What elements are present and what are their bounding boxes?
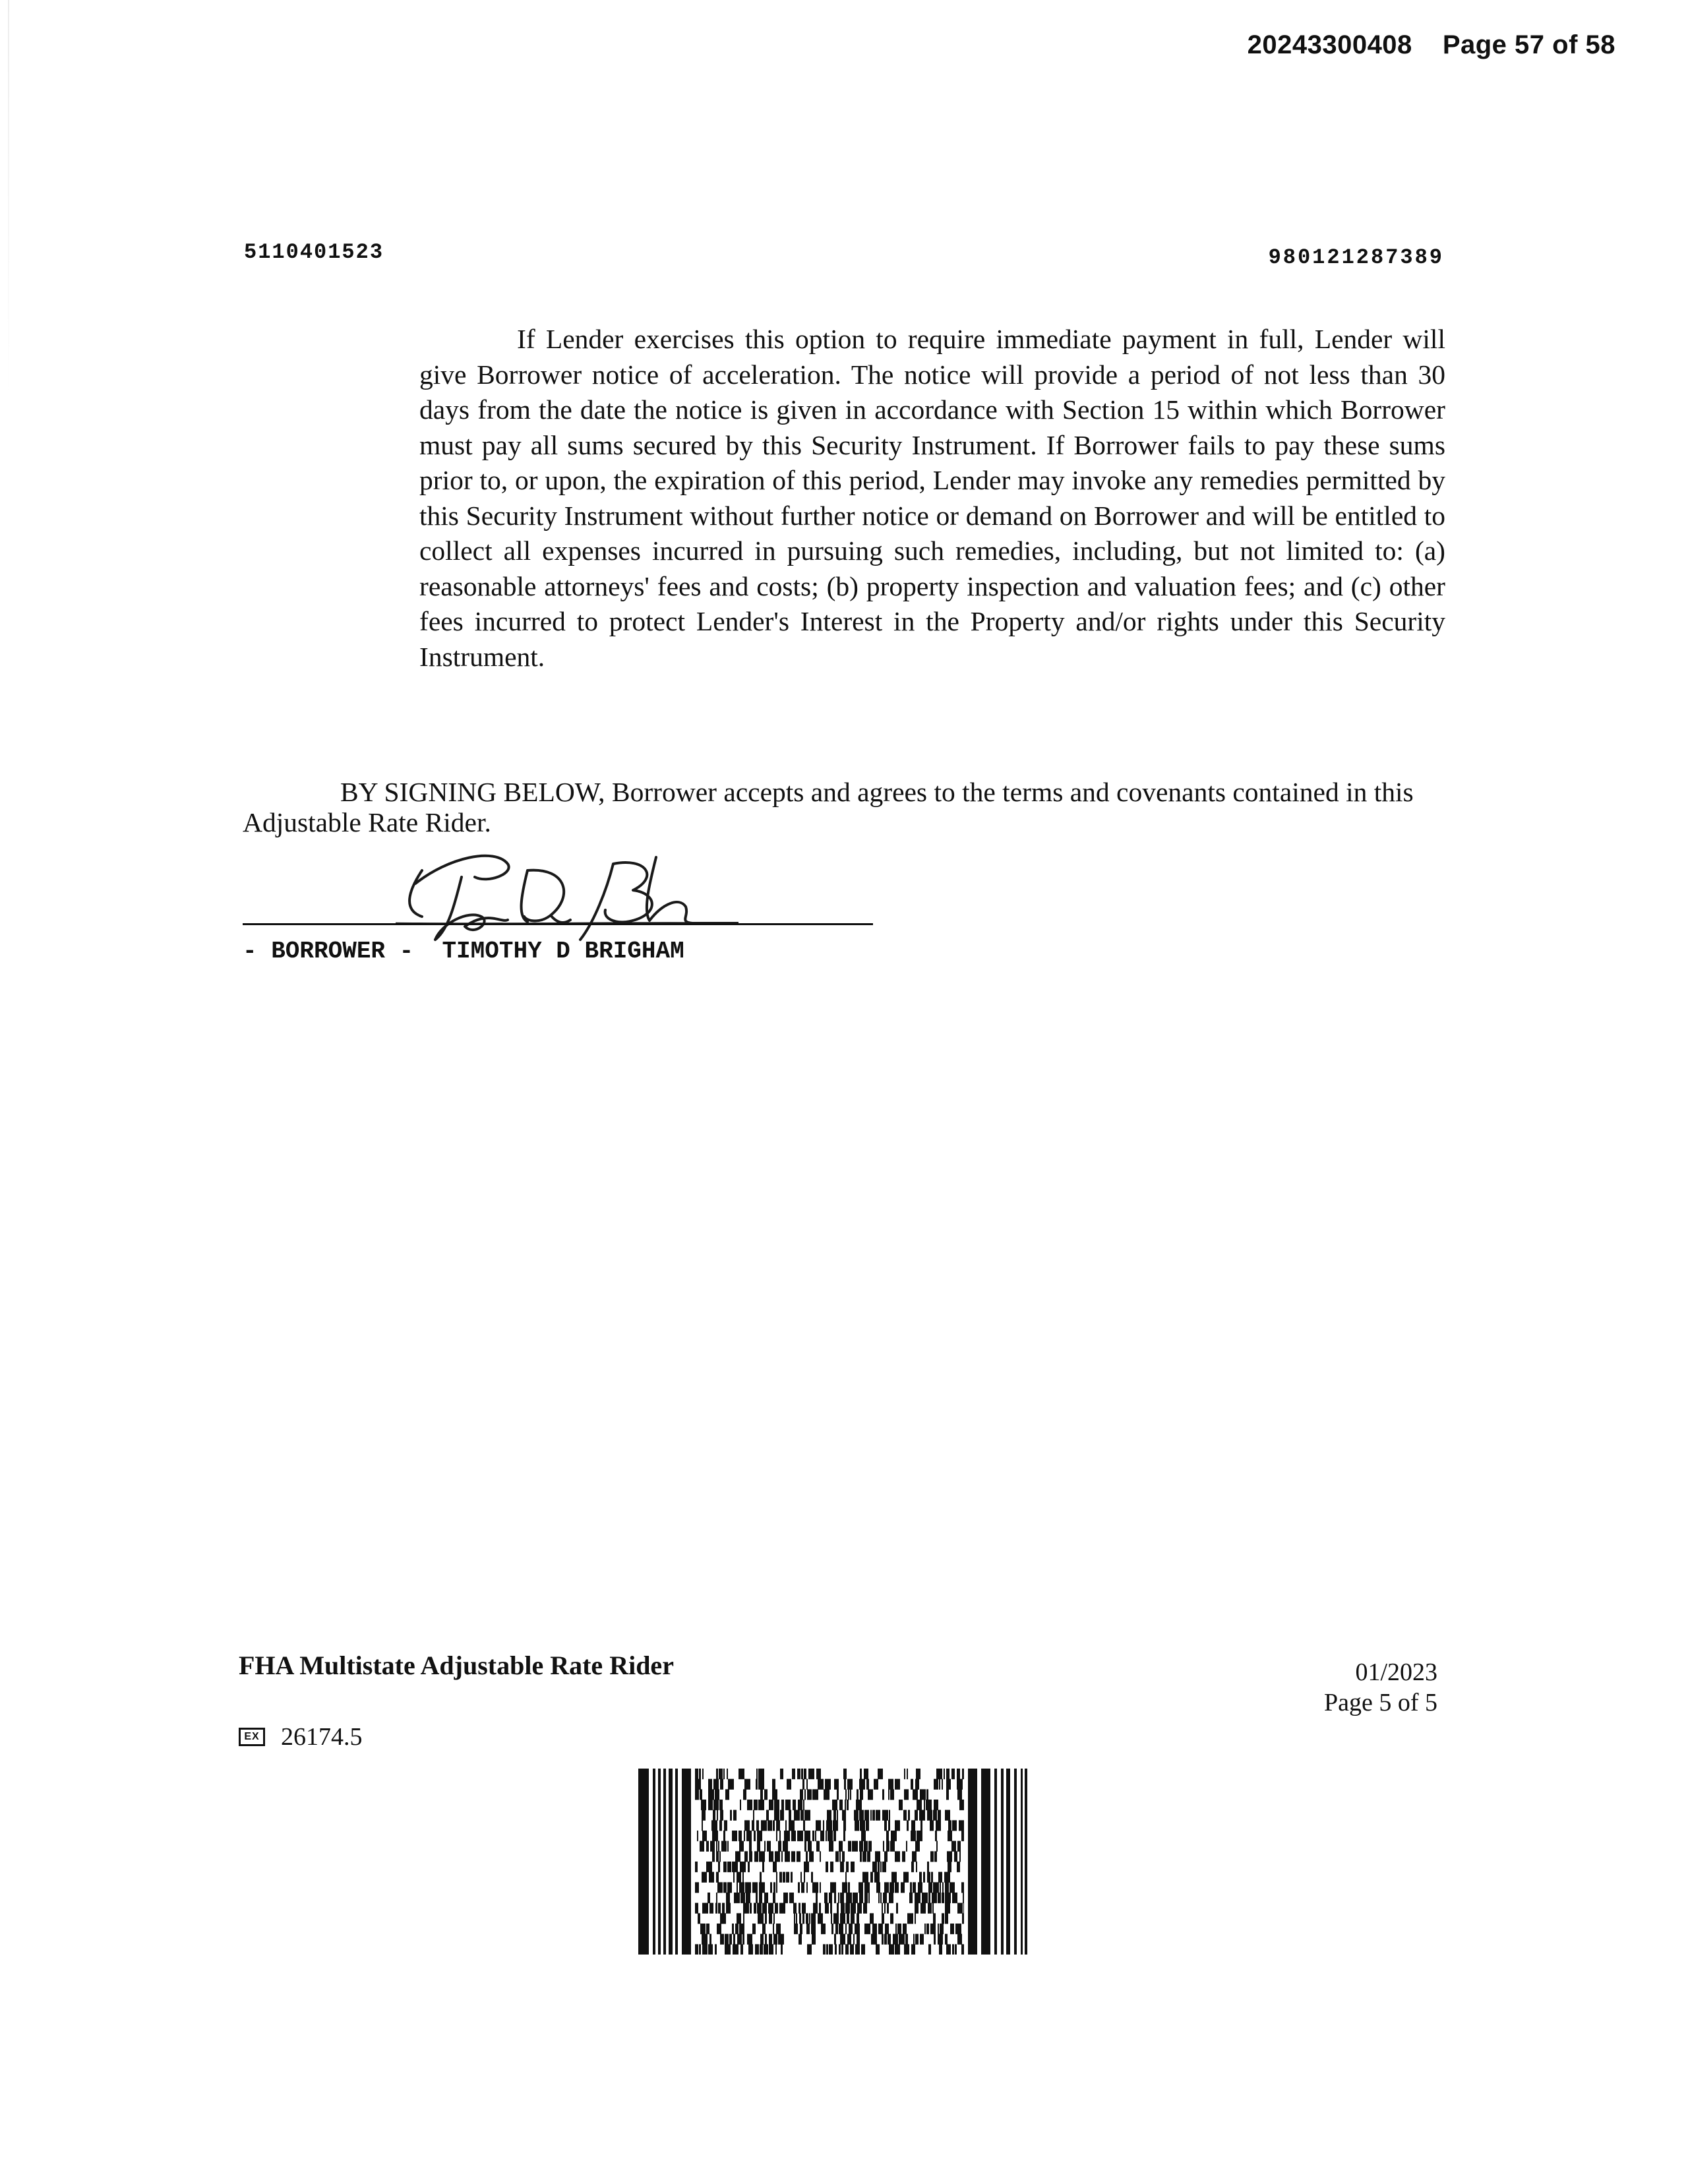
signature-line <box>243 923 873 925</box>
recording-header <box>1248 30 1615 60</box>
pdf417-barcode <box>638 1769 1027 1955</box>
borrower-signature <box>396 844 738 943</box>
form-date: 01/2023 <box>1355 1658 1437 1686</box>
form-page-number: Page 5 of 5 <box>1323 1689 1437 1716</box>
form-number-block <box>239 1722 363 1751</box>
scan-edge <box>8 0 9 396</box>
page-counter: Page 57 of 58 <box>1442 30 1615 59</box>
form-number: 26174.5 <box>281 1723 363 1751</box>
ex-icon: EX <box>239 1728 265 1746</box>
acceleration-paragraph: If Lender exercises this option to require immediate payment in full, Lender will give Borrower notice of acceleration. The notice will provide a period of not less than 30 days from the date the notice is given in accordance with Section 15 within which Borrower must pay all sums secured by this Security Instrument. If Borrower fails to pay these sums prior to, or upon, the expiration of this period, Lender may invoke any remedies permitted by this Security Instrument without further notice or demand on Borrower and will be entitled to collect all expenses incurred in pursuing such remedies, including, but not limited to: (a) reasonable attorneys' fees and costs; (b) property inspection and valuation fees; and (c) other fees incurred to protect Lender's Interest in the Property and/or rights under this Security Instrument. <box>419 324 1445 672</box>
form-title: FHA Multistate Adjustable Rate Rider <box>239 1651 674 1680</box>
loan-number-left: 5110401523 <box>244 240 384 264</box>
borrower-name-label: - BORROWER - TIMOTHY D BRIGHAM <box>243 938 684 965</box>
signing-statement: BY SIGNING BELOW, Borrower accepts and agrees to the terms and covenants contained in this Adjustable Rate Rider. <box>243 777 1414 837</box>
document-number: 20243300408 <box>1247 30 1412 59</box>
loan-number-right: 980121287389 <box>1268 245 1444 270</box>
